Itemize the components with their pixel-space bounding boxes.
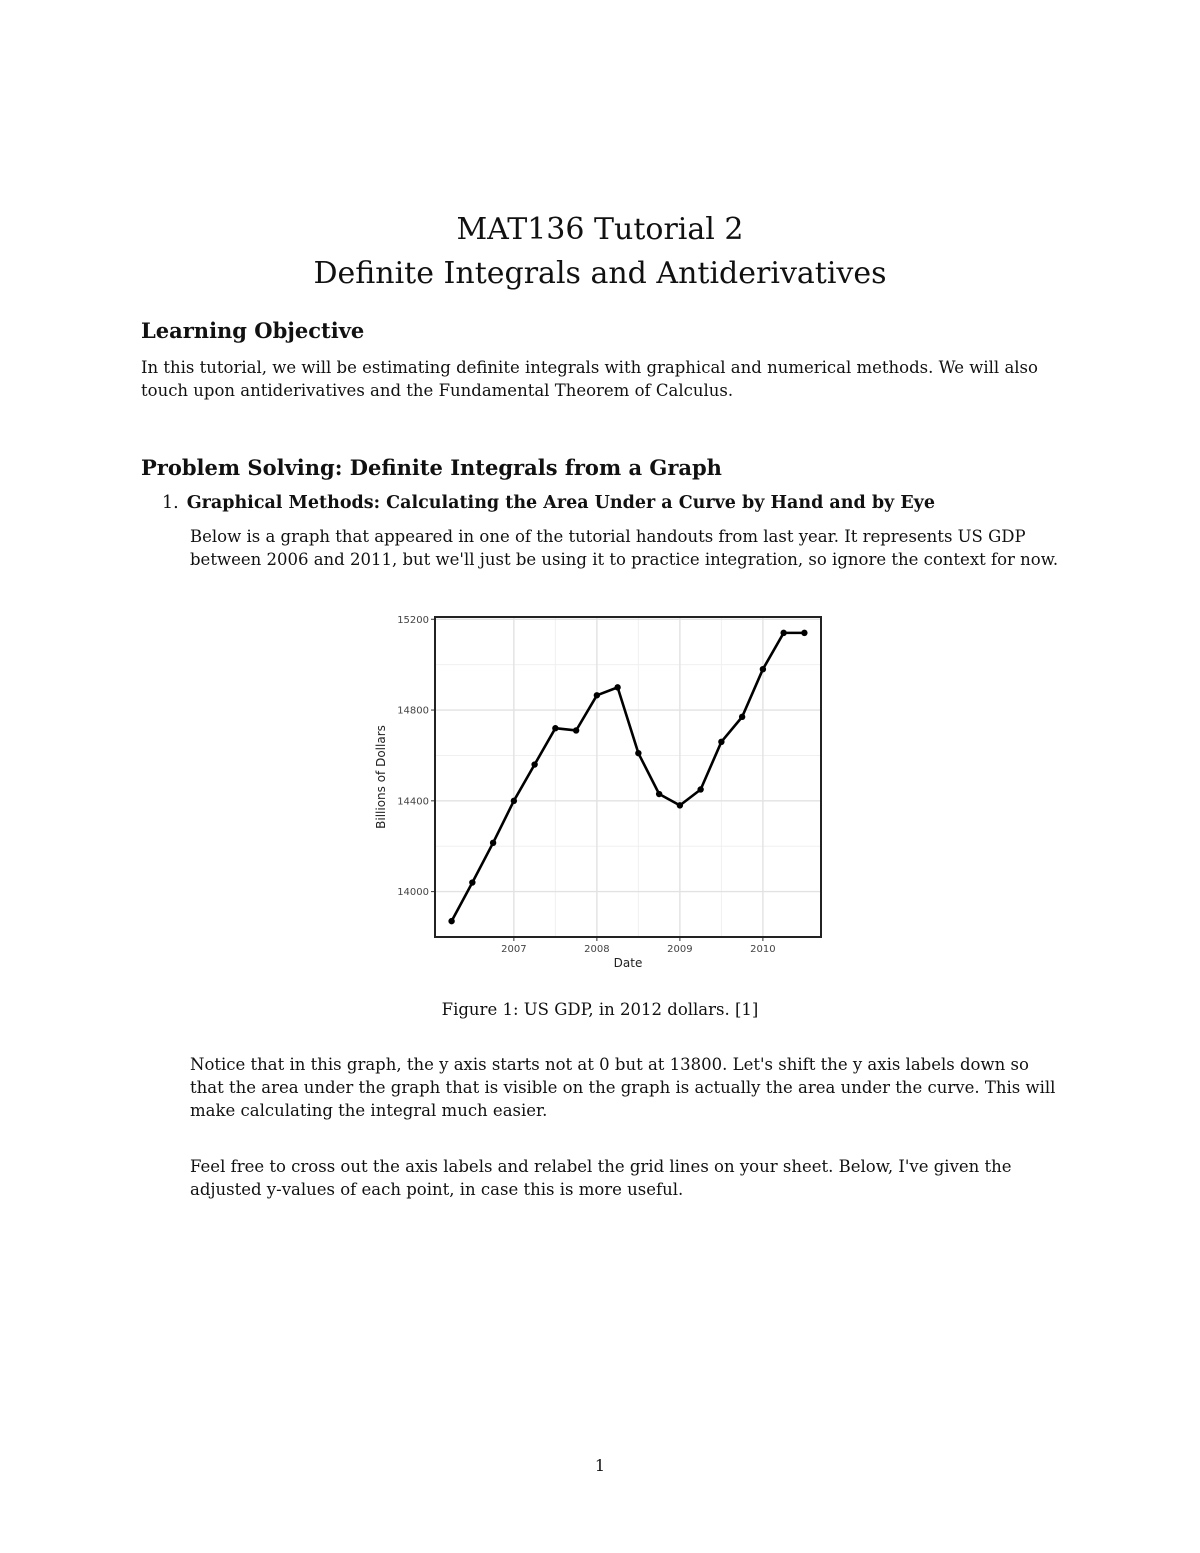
data-point xyxy=(718,739,724,745)
data-point xyxy=(469,879,475,885)
x-tick-label: 2008 xyxy=(584,944,610,955)
data-point xyxy=(490,840,496,846)
data-point xyxy=(635,750,641,756)
data-point xyxy=(448,918,454,924)
y-tick-label: 14000 xyxy=(397,887,429,899)
data-point xyxy=(614,684,620,690)
x-tick-label: 2010 xyxy=(750,944,776,955)
document-title: MAT136 Tutorial 2 xyxy=(456,212,744,247)
data-point xyxy=(656,791,662,797)
list-item-1-heading xyxy=(162,493,935,513)
problem-solving-heading: Problem Solving: Definite Integrals from a Graph xyxy=(141,455,722,480)
gdp-chart-svg xyxy=(365,605,835,985)
list-item-intro: Below is a graph that appeared in one of the tutorial handouts from last year. It represents US GDP between 2006 and 2011, but we'll just be using it to practice integration, so ignore the context for now. xyxy=(190,527,1059,569)
x-axis-label: Date xyxy=(613,956,643,970)
page-number: 1 xyxy=(594,1456,606,1475)
data-point xyxy=(573,727,579,733)
data-point xyxy=(677,802,683,808)
data-point xyxy=(780,630,786,636)
paragraph-shift-axis: Notice that in this graph, the y axis starts not at 0 but at 13800. Let's shift the y axis labels down so that the area under the graph that is visible on the graph is actually the area under the curve. This will make calculating the integral much easier. xyxy=(190,1055,1056,1120)
data-point xyxy=(739,714,745,720)
list-item-number: 1. xyxy=(162,493,179,513)
y-tick-label: 14800 xyxy=(397,705,429,717)
gdp-chart xyxy=(365,605,835,985)
document-subtitle: Definite Integrals and Antiderivatives xyxy=(313,256,887,291)
x-tick-label: 2007 xyxy=(501,944,527,955)
paragraph-relabel: Feel free to cross out the axis labels and relabel the grid lines on your sheet. Below, I've given the adjusted y-values of each point, in case this is more useful. xyxy=(190,1157,1012,1199)
data-point xyxy=(552,725,558,731)
y-tick-label: 14400 xyxy=(397,796,429,808)
x-tick-label: 2009 xyxy=(667,944,693,955)
data-point xyxy=(801,630,807,636)
data-point xyxy=(697,786,703,792)
data-point xyxy=(531,761,537,767)
list-item-title: Graphical Methods: Calculating the Area Under a Curve by Hand and by Eye xyxy=(186,493,935,513)
figure-caption: Figure 1: US GDP, in 2012 dollars. [1] xyxy=(441,1000,759,1019)
learning-objective-heading: Learning Objective xyxy=(141,318,365,343)
gdp-series-line xyxy=(452,633,805,921)
y-tick-label: 15200 xyxy=(397,614,429,626)
learning-objective-text: In this tutorial, we will be estimating definite integrals with graphical and numerical methods. We will also touch upon antiderivatives and the Fundamental Theorem of Calculus. xyxy=(141,358,1038,400)
data-point xyxy=(511,798,517,804)
data-point xyxy=(594,692,600,698)
data-point xyxy=(760,666,766,672)
y-axis-label: Billions of Dollars xyxy=(374,725,388,829)
